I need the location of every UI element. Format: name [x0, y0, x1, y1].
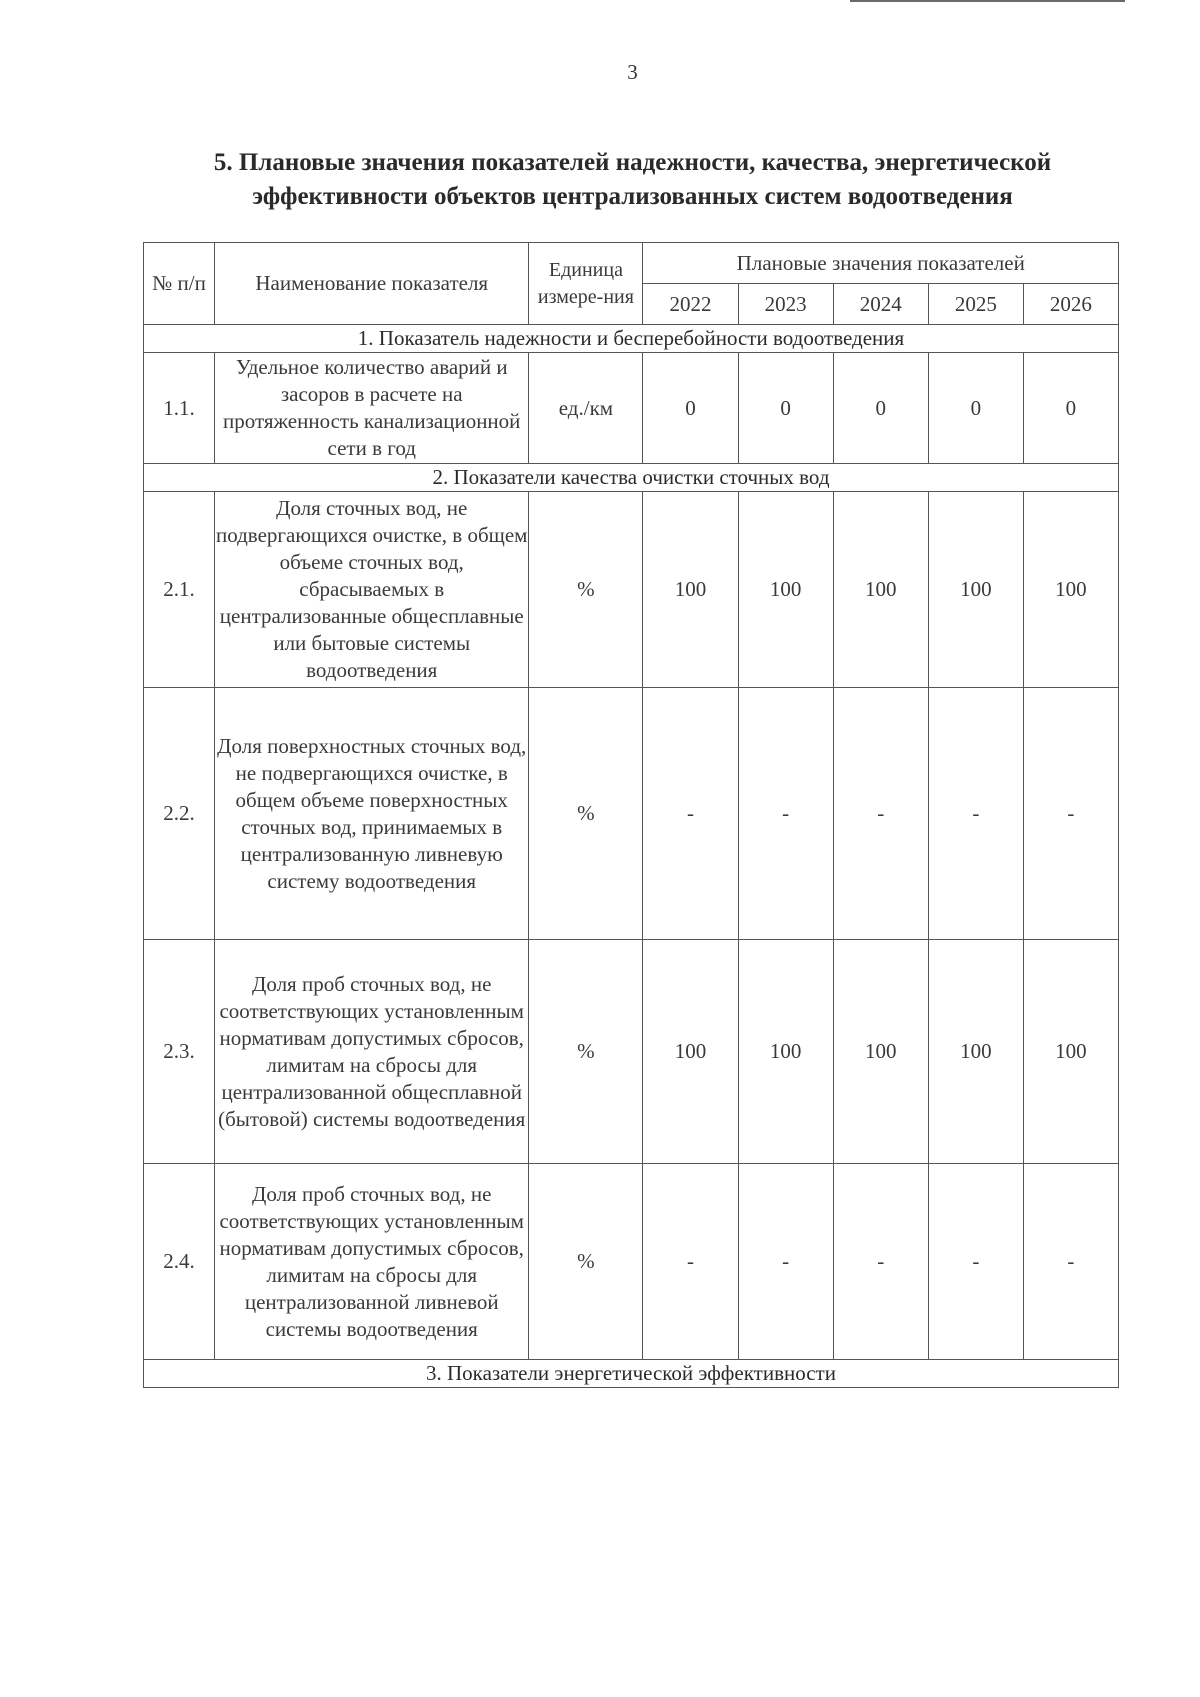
header-year: 2026 — [1023, 284, 1118, 325]
row-value: - — [738, 688, 833, 940]
row-value: 0 — [928, 353, 1023, 464]
row-value: 100 — [928, 940, 1023, 1164]
section-row — [144, 1360, 1119, 1388]
row-unit: ед./км — [529, 353, 643, 464]
row-value: - — [833, 688, 928, 940]
row-value: 100 — [833, 940, 928, 1164]
top-edge-rule — [850, 0, 1125, 2]
row-value: 100 — [1023, 940, 1118, 1164]
row-value: - — [928, 1164, 1023, 1360]
row-num: 2.2. — [144, 688, 215, 940]
row-value: 100 — [1023, 492, 1118, 688]
document-heading — [140, 146, 1125, 214]
row-value: - — [643, 1164, 738, 1360]
row-value: - — [833, 1164, 928, 1360]
page-number: 3 — [627, 60, 638, 84]
section-title: 1. Показатель надежности и бесперебойности водоотведения — [144, 325, 1119, 353]
heading-line-2: эффективности объектов централизованных систем водоотведения — [252, 183, 1013, 210]
section-row — [144, 325, 1119, 353]
row-unit: % — [529, 688, 643, 940]
row-value: - — [643, 688, 738, 940]
table-header-row — [144, 243, 1119, 284]
header-year: 2022 — [643, 284, 738, 325]
heading-line-1: 5. Плановые значения показателей надежности, качества, энергетической — [213, 149, 1052, 176]
row-value: 0 — [643, 353, 738, 464]
row-num: 2.1. — [144, 492, 215, 688]
section-title: 2. Показатели качества очистки сточных вод — [144, 464, 1119, 492]
row-value: - — [738, 1164, 833, 1360]
row-unit: % — [529, 492, 643, 688]
row-num: 1.1. — [144, 353, 215, 464]
row-unit: % — [529, 940, 643, 1164]
table-row — [144, 492, 1119, 688]
header-year: 2025 — [928, 284, 1023, 325]
table-row — [144, 940, 1119, 1164]
table-row — [144, 353, 1119, 464]
row-value: 100 — [643, 492, 738, 688]
row-num: 2.3. — [144, 940, 215, 1164]
table-row — [144, 1164, 1119, 1360]
header-plan-values: Плановые значения показателей — [643, 243, 1119, 284]
section-row — [144, 464, 1119, 492]
row-value: 100 — [643, 940, 738, 1164]
header-unit: Единица измере-ния — [529, 243, 643, 325]
row-value: 0 — [1023, 353, 1118, 464]
header-num: № п/п — [144, 243, 215, 325]
row-value: 0 — [833, 353, 928, 464]
indicators-table — [143, 242, 1119, 1388]
row-unit: % — [529, 1164, 643, 1360]
header-year: 2024 — [833, 284, 928, 325]
row-name: Доля проб сточных вод, не соответствующих установленным нормативам допустимых сбросов, лимитам на сбросы для централизованной ливневой системы водоотведения — [215, 1164, 529, 1360]
row-value: 100 — [928, 492, 1023, 688]
header-year: 2023 — [738, 284, 833, 325]
header-name: Наименование показателя — [215, 243, 529, 325]
row-value: 100 — [833, 492, 928, 688]
row-name: Доля поверхностных сточных вод, не подвергающихся очистке, в общем объеме поверхностных сточных вод, принимаемых в централизованную ливневую систему водоотведения — [215, 688, 529, 940]
row-value: 100 — [738, 940, 833, 1164]
row-name: Доля проб сточных вод, не соответствующих установленным нормативам допустимых сбросов, лимитам на сбросы для централизованной общесплавной (бытовой) системы водоотведения — [215, 940, 529, 1164]
row-value: - — [1023, 1164, 1118, 1360]
row-name: Удельное количество аварий и засоров в расчете на протяженность канализационной сети в год — [215, 353, 529, 464]
row-name: Доля сточных вод, не подвергающихся очистке, в общем объеме сточных вод, сбрасываемых в централизованные общесплавные или бытовые системы водоотведения — [215, 492, 529, 688]
row-value: - — [928, 688, 1023, 940]
row-value: 100 — [738, 492, 833, 688]
row-value: - — [1023, 688, 1118, 940]
table-row — [144, 688, 1119, 940]
section-title: 3. Показатели энергетической эффективности — [144, 1360, 1119, 1388]
row-num: 2.4. — [144, 1164, 215, 1360]
row-value: 0 — [738, 353, 833, 464]
